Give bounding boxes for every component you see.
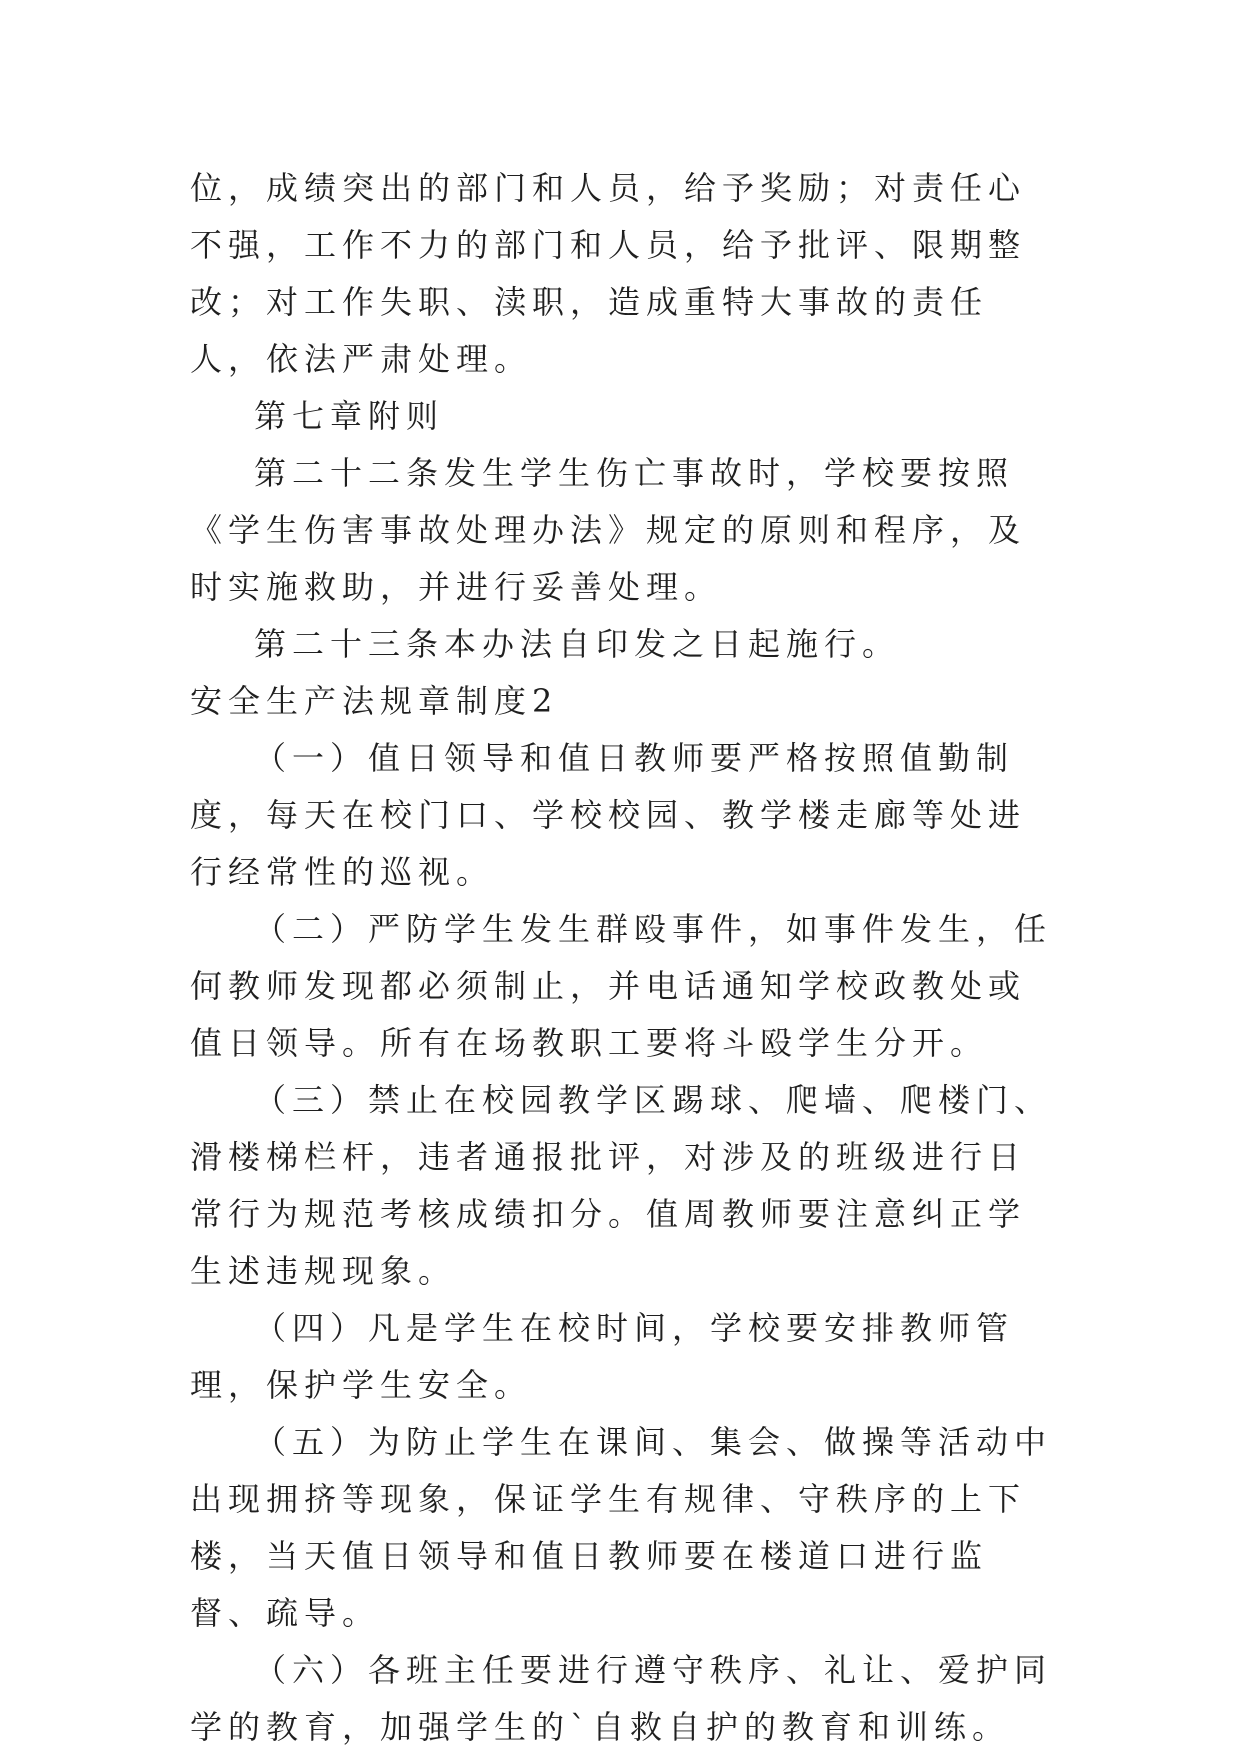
rule-item-2: （二）严防学生发生群殴事件，如事件发生，任何教师发现都必须制止，并电话通知学校政教处或值日领导。所有在场教职工要将斗殴学生分开。 (190, 910, 1053, 1062)
document-body (190, 160, 1060, 1756)
chapter-heading: 第七章附则 (254, 397, 445, 435)
rule-item-4: （四）凡是学生在校时间，学校要安排教师管理，保护学生安全。 (190, 1309, 1015, 1404)
paragraph-continuation: 位，成绩突出的部门和人员，给予奖励；对责任心不强，工作不力的部门和人员，给予批评、限期整改；对工作失职、渎职，造成重特大事故的责任人，依法严肃处理。 (190, 169, 1027, 378)
rule-item-1: （一）值日领导和值日教师要严格按照值勤制度，每天在校门口、学校校园、教学楼走廊等处进行经常性的巡视。 (190, 739, 1027, 891)
rule-item-5: （五）为防止学生在课间、集会、做操等活动中出现拥挤等现象，保证学生有规律、守秩序的上下楼，当天值日领导和值日教师要在楼道口进行监督、疏导。 (190, 1423, 1053, 1632)
section-title: 安全生产法规章制度2 (190, 682, 559, 720)
rule-item-3: （三）禁止在校园教学区踢球、爬墙、爬楼门、滑楼梯栏杆，违者通报批评，对涉及的班级进行日常行为规范考核成绩扣分。值周教师要注意纠正学生述违规现象。 (190, 1081, 1053, 1290)
article-22: 第二十二条发生学生伤亡事故时，学校要按照《学生伤害事故处理办法》规定的原则和程序，及时实施救助，并进行妥善处理。 (190, 454, 1027, 606)
rule-item-6: （六）各班主任要进行遵守秩序、礼让、爱护同学的教育，加强学生的`自救自护的教育和训练。 (190, 1651, 1053, 1746)
article-23: 第二十三条本办法自印发之日起施行。 (254, 625, 901, 663)
